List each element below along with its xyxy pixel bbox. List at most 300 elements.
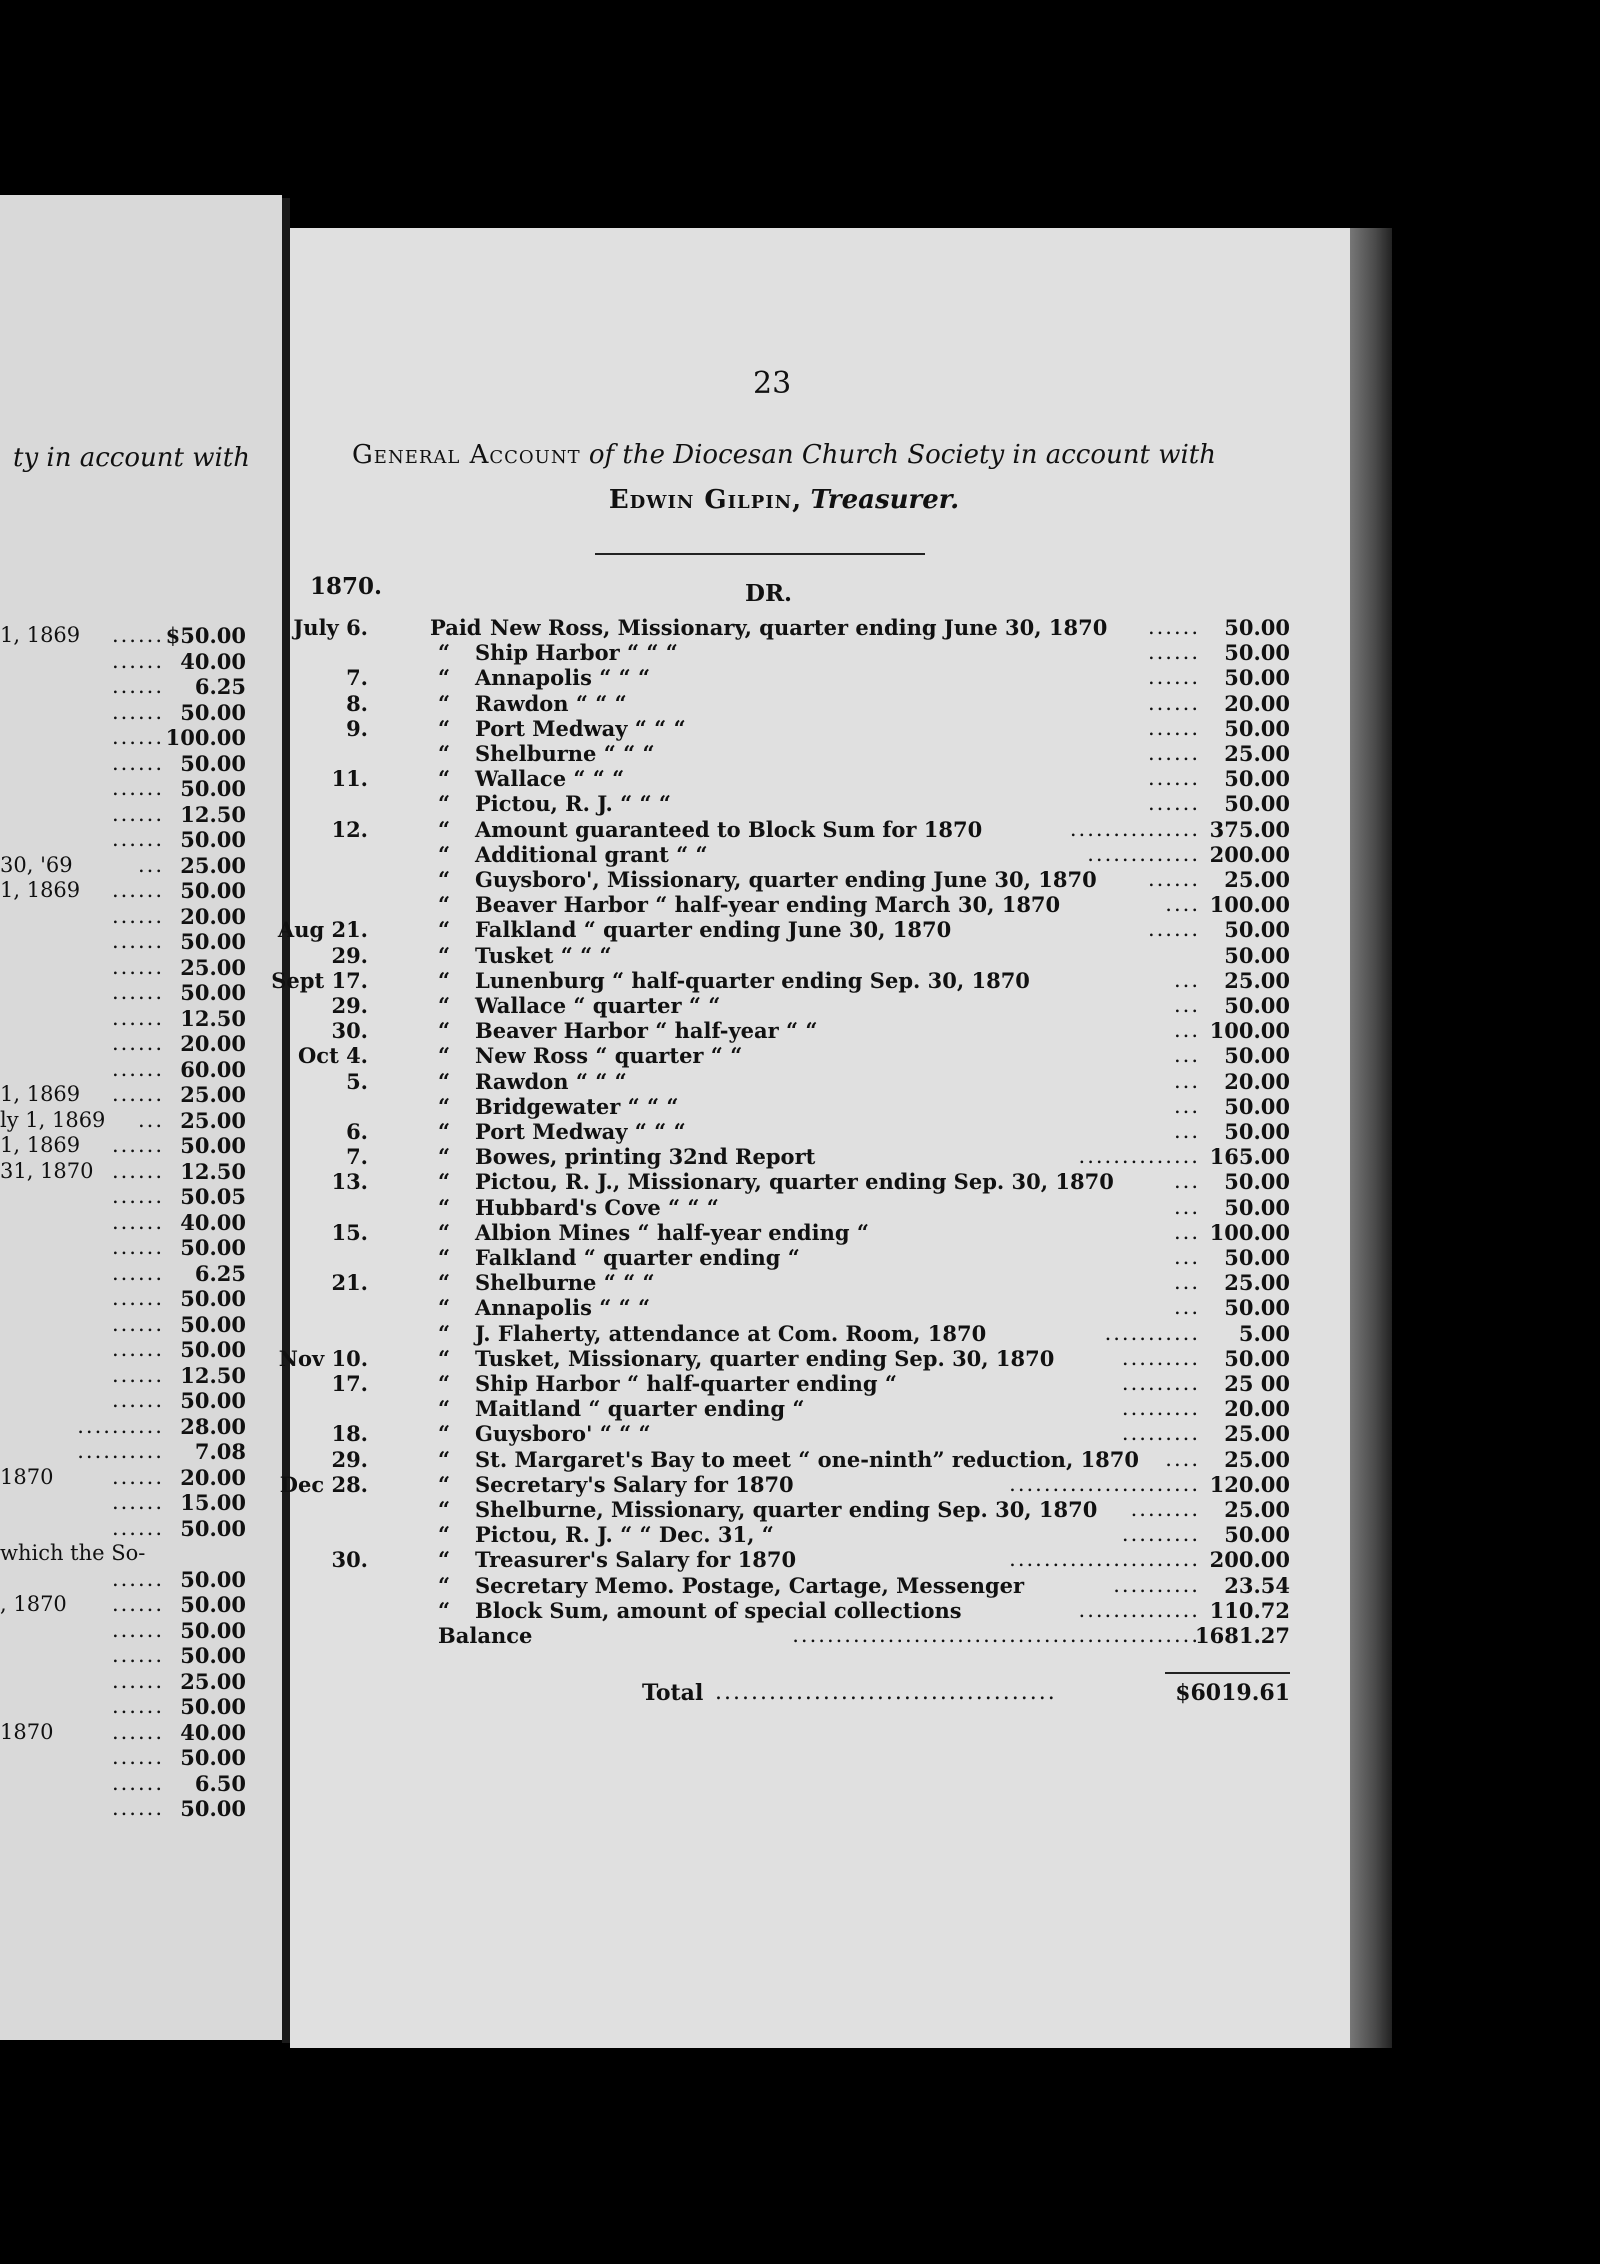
entry-description: Pictou, R. J. “ “ Dec. 31, “: [475, 1522, 774, 1548]
entry-amount: 50.00: [1224, 791, 1290, 817]
left-row-dots: ......: [111, 1719, 164, 1744]
left-row-amount: 50.00: [180, 1388, 246, 1413]
entry-amount: 25.00: [1224, 1497, 1290, 1522]
left-row-amount: 40.00: [180, 1719, 246, 1745]
left-row-text: 30, '69: [0, 852, 73, 877]
entry-leader-dots: ......: [1147, 615, 1200, 639]
left-row-dots: ......: [111, 1337, 164, 1361]
left-page-row: [0, 929, 246, 954]
entry-ditto-mark: “: [438, 1572, 451, 1598]
left-row-amount: 25.00: [180, 1107, 246, 1133]
entry-leader-dots: .............: [1087, 841, 1200, 866]
left-row-amount: 20.00: [180, 903, 246, 929]
left-row-amount: 6.25: [194, 674, 246, 699]
total-leader-dots: ......................................: [715, 1680, 1057, 1705]
entry-date: Sept 17.: [271, 967, 368, 993]
entry-amount: 50.00: [1224, 615, 1290, 640]
left-row-amount: 50.00: [180, 1235, 246, 1260]
entry-leader-dots: ...: [1173, 1169, 1200, 1194]
left-page-row: [0, 649, 246, 674]
left-row-amount: 50.00: [180, 1286, 246, 1311]
left-row-amount: 50.00: [180, 750, 246, 776]
entry-leader-dots: ......: [1147, 766, 1200, 791]
left-row-amount: 50.00: [180, 929, 246, 954]
entry-ditto-mark: “: [438, 1169, 451, 1195]
left-row-amount: 50.00: [180, 1745, 246, 1770]
entry-leader-dots: ...: [1173, 1093, 1200, 1118]
left-page-row: [0, 802, 246, 827]
ledger-row: [290, 640, 1290, 665]
left-row-text: 1, 1869: [0, 1082, 81, 1106]
entry-ditto-mark: “: [438, 1421, 451, 1447]
left-row-dots: ......: [111, 674, 164, 698]
entry-date: 30.: [331, 1018, 368, 1044]
entry-date: 5.: [346, 1068, 368, 1094]
left-row-text: 1, 1869: [0, 623, 81, 647]
entry-description: J. Flaherty, attendance at Com. Room, 1870: [475, 1320, 987, 1346]
entry-description: New Ross, Missionary, quarter ending June 30, 1870: [490, 615, 1108, 640]
left-row-dots: ......: [111, 801, 164, 826]
left-page-row: [0, 1108, 246, 1133]
entry-amount: 200.00: [1209, 841, 1290, 867]
entry-date: July 6.: [293, 615, 368, 640]
left-page-row: [0, 980, 246, 1005]
left-row-text: which the So-: [0, 1541, 146, 1565]
entry-description: Secretary Memo. Postage, Cartage, Messenger: [475, 1572, 1025, 1598]
entry-amount: 50.00: [1224, 1043, 1290, 1069]
entry-amount: 100.00: [1209, 1018, 1290, 1044]
entry-amount: 50.00: [1224, 715, 1290, 741]
left-page-row: [0, 1006, 246, 1031]
entry-leader-dots: ...: [1173, 1295, 1200, 1320]
left-row-amount: 7.08: [194, 1439, 246, 1464]
left-page-row: [0, 1057, 246, 1082]
page-number: 23: [753, 366, 792, 401]
entry-amount: 5.00: [1238, 1320, 1290, 1346]
entry-date: 21.: [331, 1270, 368, 1296]
entry-paid-label: Paid: [430, 615, 482, 640]
left-row-amount: 50.05: [180, 1184, 246, 1209]
entry-description: Wallace “ quarter “ “: [475, 993, 721, 1018]
left-page-row: [0, 1541, 246, 1566]
left-row-text: 1, 1869: [0, 1133, 81, 1157]
left-row-amount: 25.00: [180, 954, 246, 980]
ledger-row: [290, 1522, 1290, 1547]
left-page-row: [0, 1745, 246, 1770]
entry-ditto-mark: “: [438, 867, 451, 892]
entry-amount: 25.00: [1224, 867, 1290, 892]
entry-date: 6.: [346, 1119, 368, 1144]
entry-description: Additional grant “ “: [475, 841, 708, 867]
entry-ditto-mark: “: [438, 1018, 451, 1044]
entry-description: Guysboro' “ “ “: [475, 1421, 651, 1447]
entry-ditto-mark: “: [438, 1245, 451, 1270]
left-row-dots: ......: [111, 1643, 164, 1667]
entry-date: Oct 4.: [297, 1043, 368, 1069]
entry-leader-dots: ......: [1147, 690, 1200, 715]
left-page-row: [0, 1082, 246, 1107]
left-page-row: [0, 1439, 246, 1464]
left-page-row: [0, 827, 246, 852]
left-row-amount: 20.00: [180, 1031, 246, 1056]
entry-date: 7.: [346, 1144, 368, 1170]
ledger-row: [290, 1169, 1290, 1194]
entry-date: 29.: [331, 942, 368, 968]
left-row-amount: 28.00: [180, 1413, 246, 1439]
entry-ditto-mark: “: [438, 942, 451, 968]
left-page-row: [0, 1643, 246, 1668]
entry-amount: 25.00: [1224, 1446, 1290, 1472]
total-amount: $6019.61: [1175, 1680, 1290, 1706]
left-row-dots: ......: [111, 1286, 164, 1310]
left-row-dots: ......: [111, 776, 164, 800]
entry-description: Ship Harbor “ half-quarter ending “: [475, 1371, 897, 1396]
entry-leader-dots: ......: [1147, 665, 1200, 690]
left-row-dots: ..........: [77, 1439, 164, 1463]
entry-leader-dots: ...: [1173, 1068, 1200, 1093]
entry-ditto-mark: “: [438, 1522, 451, 1548]
left-row-amount: 50.00: [180, 776, 246, 801]
left-row-dots: ......: [111, 1490, 164, 1514]
entry-amount: 120.00: [1209, 1471, 1290, 1497]
entry-date: 13.: [331, 1169, 368, 1195]
entry-leader-dots: ...: [1173, 1219, 1200, 1244]
entry-description: Hubbard's Cove “ “ “: [475, 1194, 719, 1220]
left-row-amount: 50.00: [180, 1311, 246, 1337]
ledger-row: [278, 1345, 1290, 1371]
entry-date: 11.: [331, 766, 368, 792]
entry-amount: 50.00: [1224, 1119, 1290, 1144]
left-row-amount: 25.00: [180, 852, 246, 878]
entry-leader-dots: ...............................................: [792, 1623, 1200, 1647]
entry-amount: 165.00: [1209, 1144, 1290, 1170]
entry-description: Pictou, R. J., Missionary, quarter ending Sep. 30, 1870: [475, 1169, 1114, 1195]
entry-ditto-mark: “: [438, 1194, 451, 1220]
left-row-dots: ...: [137, 1107, 164, 1132]
left-page-row: [0, 1618, 246, 1643]
left-row-dots: ......: [111, 1133, 164, 1157]
left-row-amount: 50.00: [180, 1566, 246, 1592]
left-row-dots: ......: [111, 1209, 164, 1234]
left-row-amount: 25.00: [180, 1668, 246, 1694]
entry-leader-dots: .........: [1121, 1421, 1200, 1446]
entry-amount: 110.72: [1209, 1597, 1290, 1623]
entry-ditto-mark: “: [438, 1144, 451, 1170]
entry-amount: 50.00: [1224, 640, 1290, 666]
ledger-row: [290, 1295, 1290, 1320]
left-row-dots: ......: [111, 1031, 164, 1055]
entry-ditto-mark: “: [438, 791, 451, 817]
ledger-row: [290, 1598, 1290, 1623]
left-page-row: [0, 1592, 246, 1617]
left-page-row: [0, 1694, 246, 1719]
entry-description: Treasurer's Salary for 1870: [475, 1547, 797, 1573]
entry-description: Tusket “ “ “: [475, 942, 612, 968]
entry-description: Rawdon “ “ “: [475, 690, 627, 716]
entry-ditto-mark: “: [438, 1320, 451, 1346]
entry-amount: 23.54: [1224, 1572, 1290, 1598]
entry-description: New Ross “ quarter “ “: [475, 1043, 743, 1069]
entry-leader-dots: ...: [1173, 993, 1200, 1017]
ledger-row: [290, 1245, 1290, 1270]
entry-leader-dots: .........: [1121, 1371, 1200, 1395]
left-page-row: [0, 623, 246, 648]
entry-date: 15.: [331, 1219, 368, 1245]
entry-ditto-mark: “: [438, 665, 451, 691]
ledger-row: [290, 993, 1290, 1018]
left-row-dots: ......: [111, 1770, 164, 1795]
left-row-dots: ......: [111, 980, 164, 1004]
ledger-row: [279, 1471, 1290, 1497]
ledger-row: [290, 1547, 1290, 1572]
left-row-amount: 50.00: [180, 878, 246, 903]
entry-ditto-mark: “: [438, 640, 451, 666]
entry-amount: 25.00: [1224, 1421, 1290, 1447]
left-row-text: , 1870: [0, 1592, 67, 1616]
left-row-amount: 15.00: [180, 1490, 246, 1515]
left-page-row: [0, 1210, 246, 1235]
entry-leader-dots: ...: [1173, 1194, 1200, 1219]
entry-ditto-mark: “: [438, 1597, 451, 1623]
entry-date: Aug 21.: [277, 917, 368, 943]
left-row-amount: 6.50: [194, 1770, 246, 1796]
entry-leader-dots: ....: [1165, 892, 1200, 917]
entry-amount: 375.00: [1209, 816, 1290, 842]
entry-description: Wallace “ “ “: [475, 766, 625, 792]
left-row-dots: ......: [111, 1694, 164, 1718]
entry-leader-dots: ....: [1165, 1446, 1200, 1471]
left-row-amount: 50.00: [180, 1796, 246, 1821]
book-gutter: [282, 198, 290, 2043]
entry-date: 9.: [346, 715, 368, 741]
entry-description: Balance: [438, 1623, 533, 1648]
ledger-row: [290, 1043, 1290, 1068]
left-page-row: [0, 725, 246, 750]
ledger-row: [290, 1018, 1290, 1043]
ledger-row: [290, 1195, 1290, 1220]
entry-date: 18.: [331, 1421, 368, 1447]
entry-description: Shelburne “ “ “: [475, 1270, 655, 1296]
ledger-row: [290, 1623, 1290, 1648]
entry-ditto-mark: “: [438, 892, 451, 918]
entry-amount: 50.00: [1224, 942, 1290, 968]
entry-description: Bowes, printing 32nd Report: [475, 1144, 816, 1170]
left-row-dots: ..........: [77, 1413, 164, 1438]
entry-description: Annapolis “ “ “: [475, 1295, 651, 1321]
ledger-row: [271, 967, 1290, 993]
ledger-row: [290, 867, 1290, 892]
entry-leader-dots: ..............: [1078, 1144, 1200, 1169]
entry-leader-dots: ...: [1173, 1018, 1200, 1043]
left-row-amount: 12.50: [180, 1158, 246, 1184]
entry-amount: 25.00: [1224, 741, 1290, 766]
debit-column-label: DR.: [745, 580, 793, 607]
left-row-amount: 6.25: [194, 1260, 246, 1286]
left-page-row: [0, 1031, 246, 1056]
entry-ditto-mark: “: [438, 1547, 451, 1573]
left-row-dots: ......: [111, 1566, 164, 1591]
left-row-amount: 50.00: [180, 699, 246, 725]
entry-amount: 50.00: [1224, 1093, 1290, 1119]
entry-leader-dots: .........: [1121, 1345, 1200, 1370]
left-row-amount: 60.00: [180, 1056, 246, 1082]
total-rule: [1165, 1672, 1290, 1674]
left-row-text: 1870: [0, 1719, 54, 1744]
entry-date: 30.: [331, 1547, 368, 1573]
entry-ditto-mark: “: [438, 1270, 451, 1296]
left-row-amount: 50.00: [180, 1515, 246, 1541]
left-page-row: [0, 878, 246, 903]
entry-leader-dots: ......: [1147, 917, 1200, 942]
left-page-row: [0, 1184, 246, 1209]
left-row-dots: ......: [111, 929, 164, 953]
ledger-row: [290, 1396, 1290, 1421]
entry-description: Lunenburg “ half-quarter ending Sep. 30, 1870: [475, 967, 1030, 993]
entry-description: Beaver Harbor “ half-year “ “: [475, 1018, 818, 1044]
entry-ditto-mark: “: [438, 1295, 451, 1321]
left-row-amount: 50.00: [180, 827, 246, 852]
entry-description: Tusket, Missionary, quarter ending Sep. 30, 1870: [475, 1345, 1055, 1371]
entry-leader-dots: ........: [1130, 1497, 1200, 1521]
ledger-row: [290, 817, 1290, 842]
entry-ditto-mark: “: [438, 1093, 451, 1119]
entry-leader-dots: ...........: [1104, 1320, 1200, 1345]
left-row-amount: 12.50: [180, 1005, 246, 1031]
entry-ditto-mark: “: [438, 816, 451, 842]
left-row-dots: ......: [111, 1158, 164, 1183]
entry-leader-dots: ......: [1147, 867, 1200, 891]
ledger-row: [290, 1069, 1290, 1094]
left-row-dots: ......: [111, 1082, 164, 1106]
entry-leader-dots: ...: [1173, 1043, 1200, 1068]
left-row-dots: ......: [111, 1617, 164, 1642]
ledger-row: [290, 1321, 1290, 1346]
entry-leader-dots: .........: [1121, 1522, 1200, 1547]
left-row-dots: ......: [111, 1515, 164, 1540]
left-page-row: [0, 1669, 246, 1694]
entry-ditto-mark: “: [438, 1043, 451, 1069]
ledger-page: [271, 228, 1350, 2048]
left-row-amount: 25.00: [180, 1082, 246, 1107]
entry-leader-dots: ......: [1147, 791, 1200, 816]
entry-date: 8.: [346, 690, 368, 716]
left-row-dots: ......: [111, 750, 164, 775]
left-row-dots: ......: [111, 1235, 164, 1259]
left-page-row: [0, 1337, 246, 1362]
ledger-row: [290, 1573, 1290, 1598]
entry-leader-dots: ..........: [1113, 1572, 1200, 1597]
left-row-amount: 12.50: [180, 801, 246, 827]
total-row: [290, 1680, 1290, 1708]
ledger-row: [277, 917, 1290, 943]
left-row-amount: 100.00: [165, 725, 246, 750]
ledger-row: [290, 691, 1290, 716]
entry-ditto-mark: “: [438, 1119, 451, 1144]
entry-ditto-mark: “: [438, 1497, 451, 1522]
entry-description: Secretary's Salary for 1870: [475, 1471, 794, 1497]
left-row-dots: ......: [111, 1592, 164, 1616]
entry-description: Albion Mines “ half-year ending “: [475, 1219, 869, 1245]
entry-ditto-mark: “: [438, 1219, 451, 1245]
entry-description: Port Medway “ “ “: [475, 715, 686, 741]
ledger-entries: [271, 228, 1350, 2048]
left-row-dots: ......: [111, 878, 164, 902]
entry-date: 12.: [331, 816, 368, 842]
entry-description: Beaver Harbor “ half-year ending March 30, 1870: [475, 892, 1061, 918]
left-row-amount: 50.00: [180, 1133, 246, 1158]
left-page-row: [0, 1465, 246, 1490]
left-row-text: ly 1, 1869: [0, 1107, 106, 1132]
entry-ditto-mark: “: [438, 1371, 451, 1396]
entry-amount: 20.00: [1224, 1396, 1290, 1422]
entry-ditto-mark: “: [438, 841, 451, 867]
left-row-dots: ......: [111, 1796, 164, 1820]
entry-ditto-mark: “: [438, 993, 451, 1018]
entry-amount: 50.00: [1224, 993, 1290, 1018]
left-row-dots: ......: [111, 1005, 164, 1030]
page-edge: [1350, 228, 1392, 2048]
ledger-row: [290, 1094, 1290, 1119]
ledger-row: [290, 791, 1290, 816]
ledger-year: 1870.: [310, 573, 383, 600]
left-row-dots: ......: [111, 1668, 164, 1693]
left-row-dots: ......: [111, 725, 164, 749]
left-page-heading: ty in account with: [13, 443, 250, 473]
left-page-row: [0, 700, 246, 725]
entry-amount: 50.00: [1224, 1245, 1290, 1270]
left-page-row: [0, 1414, 246, 1439]
ledger-row: [290, 943, 1290, 968]
entry-leader-dots: ...: [1173, 1119, 1200, 1143]
left-row-amount: 40.00: [180, 1209, 246, 1235]
entry-description: Bridgewater “ “ “: [475, 1093, 679, 1119]
entry-date: Nov 10.: [278, 1345, 368, 1371]
total-label: Total: [642, 1680, 704, 1706]
left-page-row: [0, 751, 246, 776]
entry-date: 29.: [331, 1446, 368, 1472]
entry-leader-dots: ......: [1147, 640, 1200, 665]
title-account-label: General Account: [352, 440, 581, 470]
entry-amount: 50.00: [1224, 665, 1290, 691]
ledger-row: [290, 1144, 1290, 1169]
left-row-amount: 50.00: [180, 980, 246, 1005]
left-row-amount: 50.00: [180, 1694, 246, 1719]
treasurer-name: Edwin Gilpin,: [608, 485, 803, 515]
left-row-text: 1, 1869: [0, 878, 81, 902]
treasurer-role: Treasurer.: [810, 485, 960, 515]
entry-date: Dec 28.: [279, 1471, 368, 1497]
ledger-row: [290, 1421, 1290, 1446]
left-row-dots: ......: [111, 1362, 164, 1387]
left-page-row: [0, 1286, 246, 1311]
left-row-dots: ......: [111, 623, 164, 647]
entry-description: Pictou, R. J. “ “ “: [475, 791, 672, 817]
left-row-dots: ......: [111, 1056, 164, 1081]
entry-ditto-mark: “: [438, 1068, 451, 1094]
entry-amount: 25.00: [1224, 967, 1290, 993]
left-page-row: [0, 1235, 246, 1260]
entry-ditto-mark: “: [438, 690, 451, 716]
entry-description: Shelburne “ “ “: [475, 741, 655, 766]
entry-leader-dots: ...: [1173, 1270, 1200, 1295]
entry-amount: 100.00: [1209, 892, 1290, 918]
entry-leader-dots: ......: [1147, 715, 1200, 740]
entry-ditto-mark: “: [438, 967, 451, 993]
ledger-row: [290, 716, 1290, 741]
left-page-row: [0, 1159, 246, 1184]
ledger-row: [290, 766, 1290, 791]
left-page-row: [0, 1133, 246, 1158]
